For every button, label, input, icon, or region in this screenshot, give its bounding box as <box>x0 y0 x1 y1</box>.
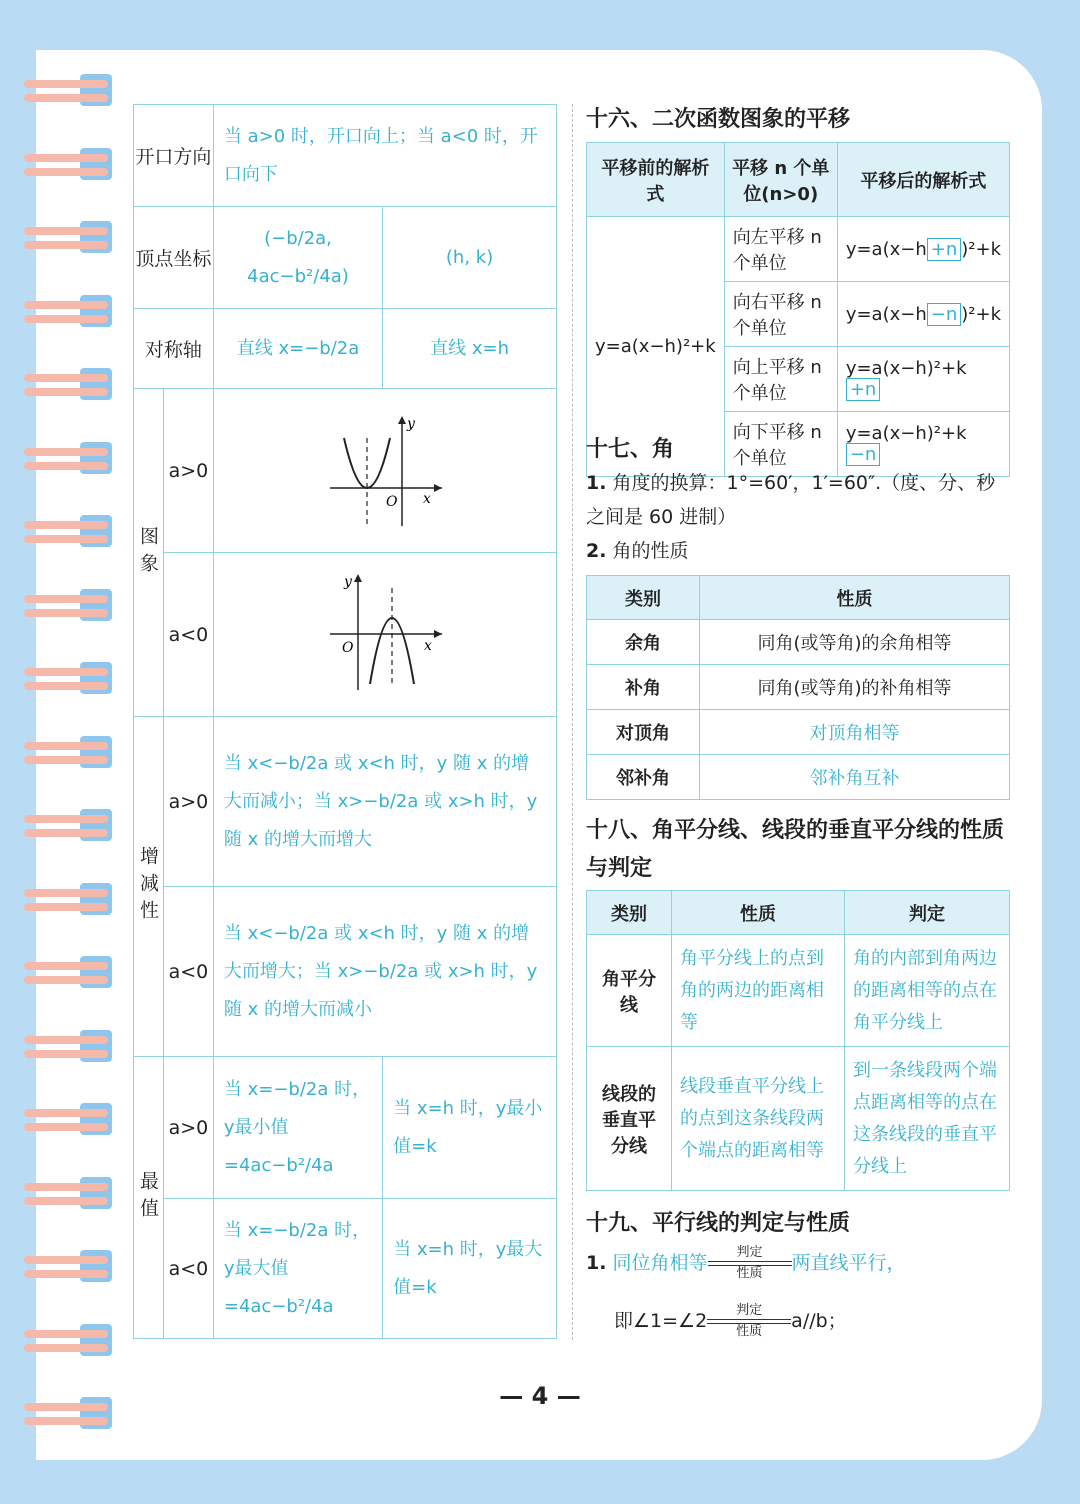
mono-text-pos: 当 x<−b/2a 或 x<h 时，y 随 x 的增大而减小；当 x>−b/2a 或 x>h 时，y 随 x 的增大而增大 <box>213 717 556 887</box>
sec16-move-2: 向上平移 n 个单位 <box>724 347 837 412</box>
graph-cond-pos: a>0 <box>164 389 214 553</box>
sec19-left-text: 同位角相等 <box>612 1252 708 1274</box>
sec16-post-1: )²+k <box>961 303 1001 325</box>
translation-table <box>586 142 1010 477</box>
spiral-ring <box>24 366 116 402</box>
sec18-cat-0: 角平分线 <box>587 935 672 1047</box>
upward-parabola-graph <box>320 408 450 528</box>
spiral-ring <box>24 1248 116 1284</box>
sec17-p2-text: 角的性质 <box>612 540 689 562</box>
sec16-move-1: 向右平移 n 个单位 <box>724 282 837 347</box>
arrow-bottom-label: 性质 <box>736 1266 763 1281</box>
axis-formula-general: 直线 x=−b/2a <box>213 309 382 389</box>
sec17-p1-num: 1. <box>586 472 607 494</box>
spiral-ring <box>24 293 116 329</box>
spiral-ring <box>24 440 116 476</box>
sec19-line1 <box>586 1246 906 1281</box>
sec16-move-3: 向下平移 n 个单位 <box>724 412 837 477</box>
sec18-prop-1: 线段垂直平分线上的点到这条线段两个端点的距离相等 <box>672 1047 845 1191</box>
extreme-neg-vertex: 当 x=h 时，y最大值=k <box>383 1199 557 1339</box>
arrow2-bottom-label: 性质 <box>736 1324 763 1339</box>
sec17-prop-2: 对顶角相等 <box>700 710 1010 755</box>
sec16-original: y=a(x−h)²+k <box>587 217 725 477</box>
sec18-header-prop: 性质 <box>672 891 845 935</box>
judge-property-arrow <box>708 1246 792 1281</box>
sec16-box-2: +n <box>846 378 881 401</box>
sec16-header-move: 平移 n 个单位(n>0) <box>724 143 837 217</box>
sec17-prop-3: 邻补角互补 <box>700 755 1010 800</box>
spiral-ring <box>24 219 116 255</box>
sec16-result-1: y=a(x−h <box>845 303 927 325</box>
column-divider <box>572 104 573 1340</box>
sec16-result-3: y=a(x−h)²+k <box>845 423 967 444</box>
sec18-cat-1: 线段的垂直平分线 <box>587 1047 672 1191</box>
sec16-result-0: y=a(x−h <box>845 238 927 260</box>
sec17-prop-1: 同角(或等角)的补角相等 <box>700 665 1010 710</box>
sec18-judge-0: 角的内部到角两边的距离相等的点在角平分线上 <box>845 935 1010 1047</box>
sec17-p1-text: 角度的换算：1°=60′，1′=60″.（度、分、秒之间是 60 进制） <box>586 472 996 528</box>
sec16-header-before: 平移前的解析式 <box>587 143 725 217</box>
sec16-box-0: +n <box>927 238 962 261</box>
judge-property-arrow-2 <box>707 1304 791 1339</box>
extreme-pos-general: 当 x=−b/2a 时，y最小值=4ac−b²/4a <box>213 1057 382 1199</box>
bisector-table <box>586 890 1010 1191</box>
sec18-title: 十八、角平分线、线段的垂直平分线的性质与判定 <box>586 818 1005 881</box>
extreme-label: 最值 <box>134 1057 164 1339</box>
sec17-prop-0: 同角(或等角)的余角相等 <box>700 620 1010 665</box>
opening-label: 开口方向 <box>134 105 214 207</box>
spiral-ring <box>24 1175 116 1211</box>
sec17-cat-0: 余角 <box>587 620 700 665</box>
sec16-post-0: )²+k <box>961 238 1001 260</box>
extreme-neg-general: 当 x=−b/2a 时，y最大值=4ac−b²/4a <box>213 1199 382 1339</box>
sec17-cat-2: 对顶角 <box>587 710 700 755</box>
sec19-right-text: 两直线平行， <box>791 1252 906 1274</box>
sec19-num: 1. <box>586 1252 607 1274</box>
mono-cond-pos: a>0 <box>164 717 214 887</box>
sec17-p1 <box>586 466 1010 534</box>
sec18-header-cat: 类别 <box>587 891 672 935</box>
spiral-ring <box>24 1322 116 1358</box>
sec16-move-0: 向左平移 n 个单位 <box>724 217 837 282</box>
sec18-judge-1: 到一条线段两个端点距离相等的点在这条线段的垂直平分线上 <box>845 1047 1010 1191</box>
sec17-p2-num: 2. <box>586 540 607 562</box>
axis-formula-vertex: 直线 x=h <box>383 309 557 389</box>
svg-text:y: y <box>406 416 415 432</box>
svg-text:O: O <box>385 494 398 510</box>
spiral-ring <box>24 587 116 623</box>
sec17-header-cat: 类别 <box>587 576 700 620</box>
svg-text:O: O <box>341 640 354 656</box>
arrow-top-label: 判定 <box>736 1245 763 1260</box>
spiral-ring <box>24 954 116 990</box>
svg-text:x: x <box>422 491 431 507</box>
vertex-formula-vertex: (h, k) <box>383 207 557 309</box>
sec19-line2-left: 即∠1=∠2 <box>614 1310 708 1332</box>
graph-cond-neg: a<0 <box>164 553 214 717</box>
downward-parabola-graph <box>320 572 450 692</box>
sec16-header-after: 平移后的解析式 <box>837 143 1009 217</box>
svg-text:y: y <box>343 574 352 590</box>
spiral-ring <box>24 881 116 917</box>
extreme-cond-neg: a<0 <box>164 1199 214 1339</box>
svg-text:x: x <box>423 638 432 654</box>
sec17-title: 十七、角 <box>586 437 675 462</box>
sec16-box-1: −n <box>927 303 962 326</box>
sec17-p2 <box>586 534 1010 568</box>
spiral-ring <box>24 72 116 108</box>
sec18-header-judge: 判定 <box>845 891 1010 935</box>
mono-cond-neg: a<0 <box>164 887 214 1057</box>
page-number: — 4 — <box>499 1382 581 1410</box>
sec17-cat-1: 补角 <box>587 665 700 710</box>
spiral-ring <box>24 1101 116 1137</box>
vertex-formula-general: (−b/2a, 4ac−b²/4a) <box>213 207 382 309</box>
opening-text: 当 a>0 时，开口向上；当 a<0 时，开口向下 <box>213 105 556 207</box>
spiral-ring <box>24 1028 116 1064</box>
extreme-pos-vertex: 当 x=h 时，y最小值=k <box>383 1057 557 1199</box>
mono-text-neg: 当 x<−b/2a 或 x<h 时，y 随 x 的增大而增大；当 x>−b/2a 或 x>h 时，y 随 x 的增大而减小 <box>213 887 556 1057</box>
angle-properties-table <box>586 575 1010 800</box>
sec18-prop-0: 角平分线上的点到角的两边的距离相等 <box>672 935 845 1047</box>
extreme-cond-pos: a>0 <box>164 1057 214 1199</box>
sec19-line2 <box>614 1304 847 1339</box>
sec16-result-2: y=a(x−h)²+k <box>845 358 967 379</box>
sec17-header-prop: 性质 <box>700 576 1010 620</box>
spiral-ring <box>24 660 116 696</box>
quadratic-properties-table <box>133 104 557 1339</box>
spiral-ring <box>24 146 116 182</box>
axis-label: 对称轴 <box>134 309 214 389</box>
sec19-line2-right: a//b； <box>791 1310 847 1332</box>
mono-label: 增减性 <box>134 717 164 1057</box>
sec19-title: 十九、平行线的判定与性质 <box>586 1211 851 1236</box>
vertex-label: 顶点坐标 <box>134 207 214 309</box>
arrow2-top-label: 判定 <box>736 1303 763 1318</box>
spiral-ring <box>24 513 116 549</box>
spiral-ring <box>24 807 116 843</box>
sec16-title: 十六、二次函数图象的平移 <box>586 107 851 132</box>
sec17-cat-3: 邻补角 <box>587 755 700 800</box>
graph-label: 图象 <box>134 389 164 717</box>
sec16-box-3: −n <box>846 443 881 466</box>
spiral-ring <box>24 734 116 770</box>
